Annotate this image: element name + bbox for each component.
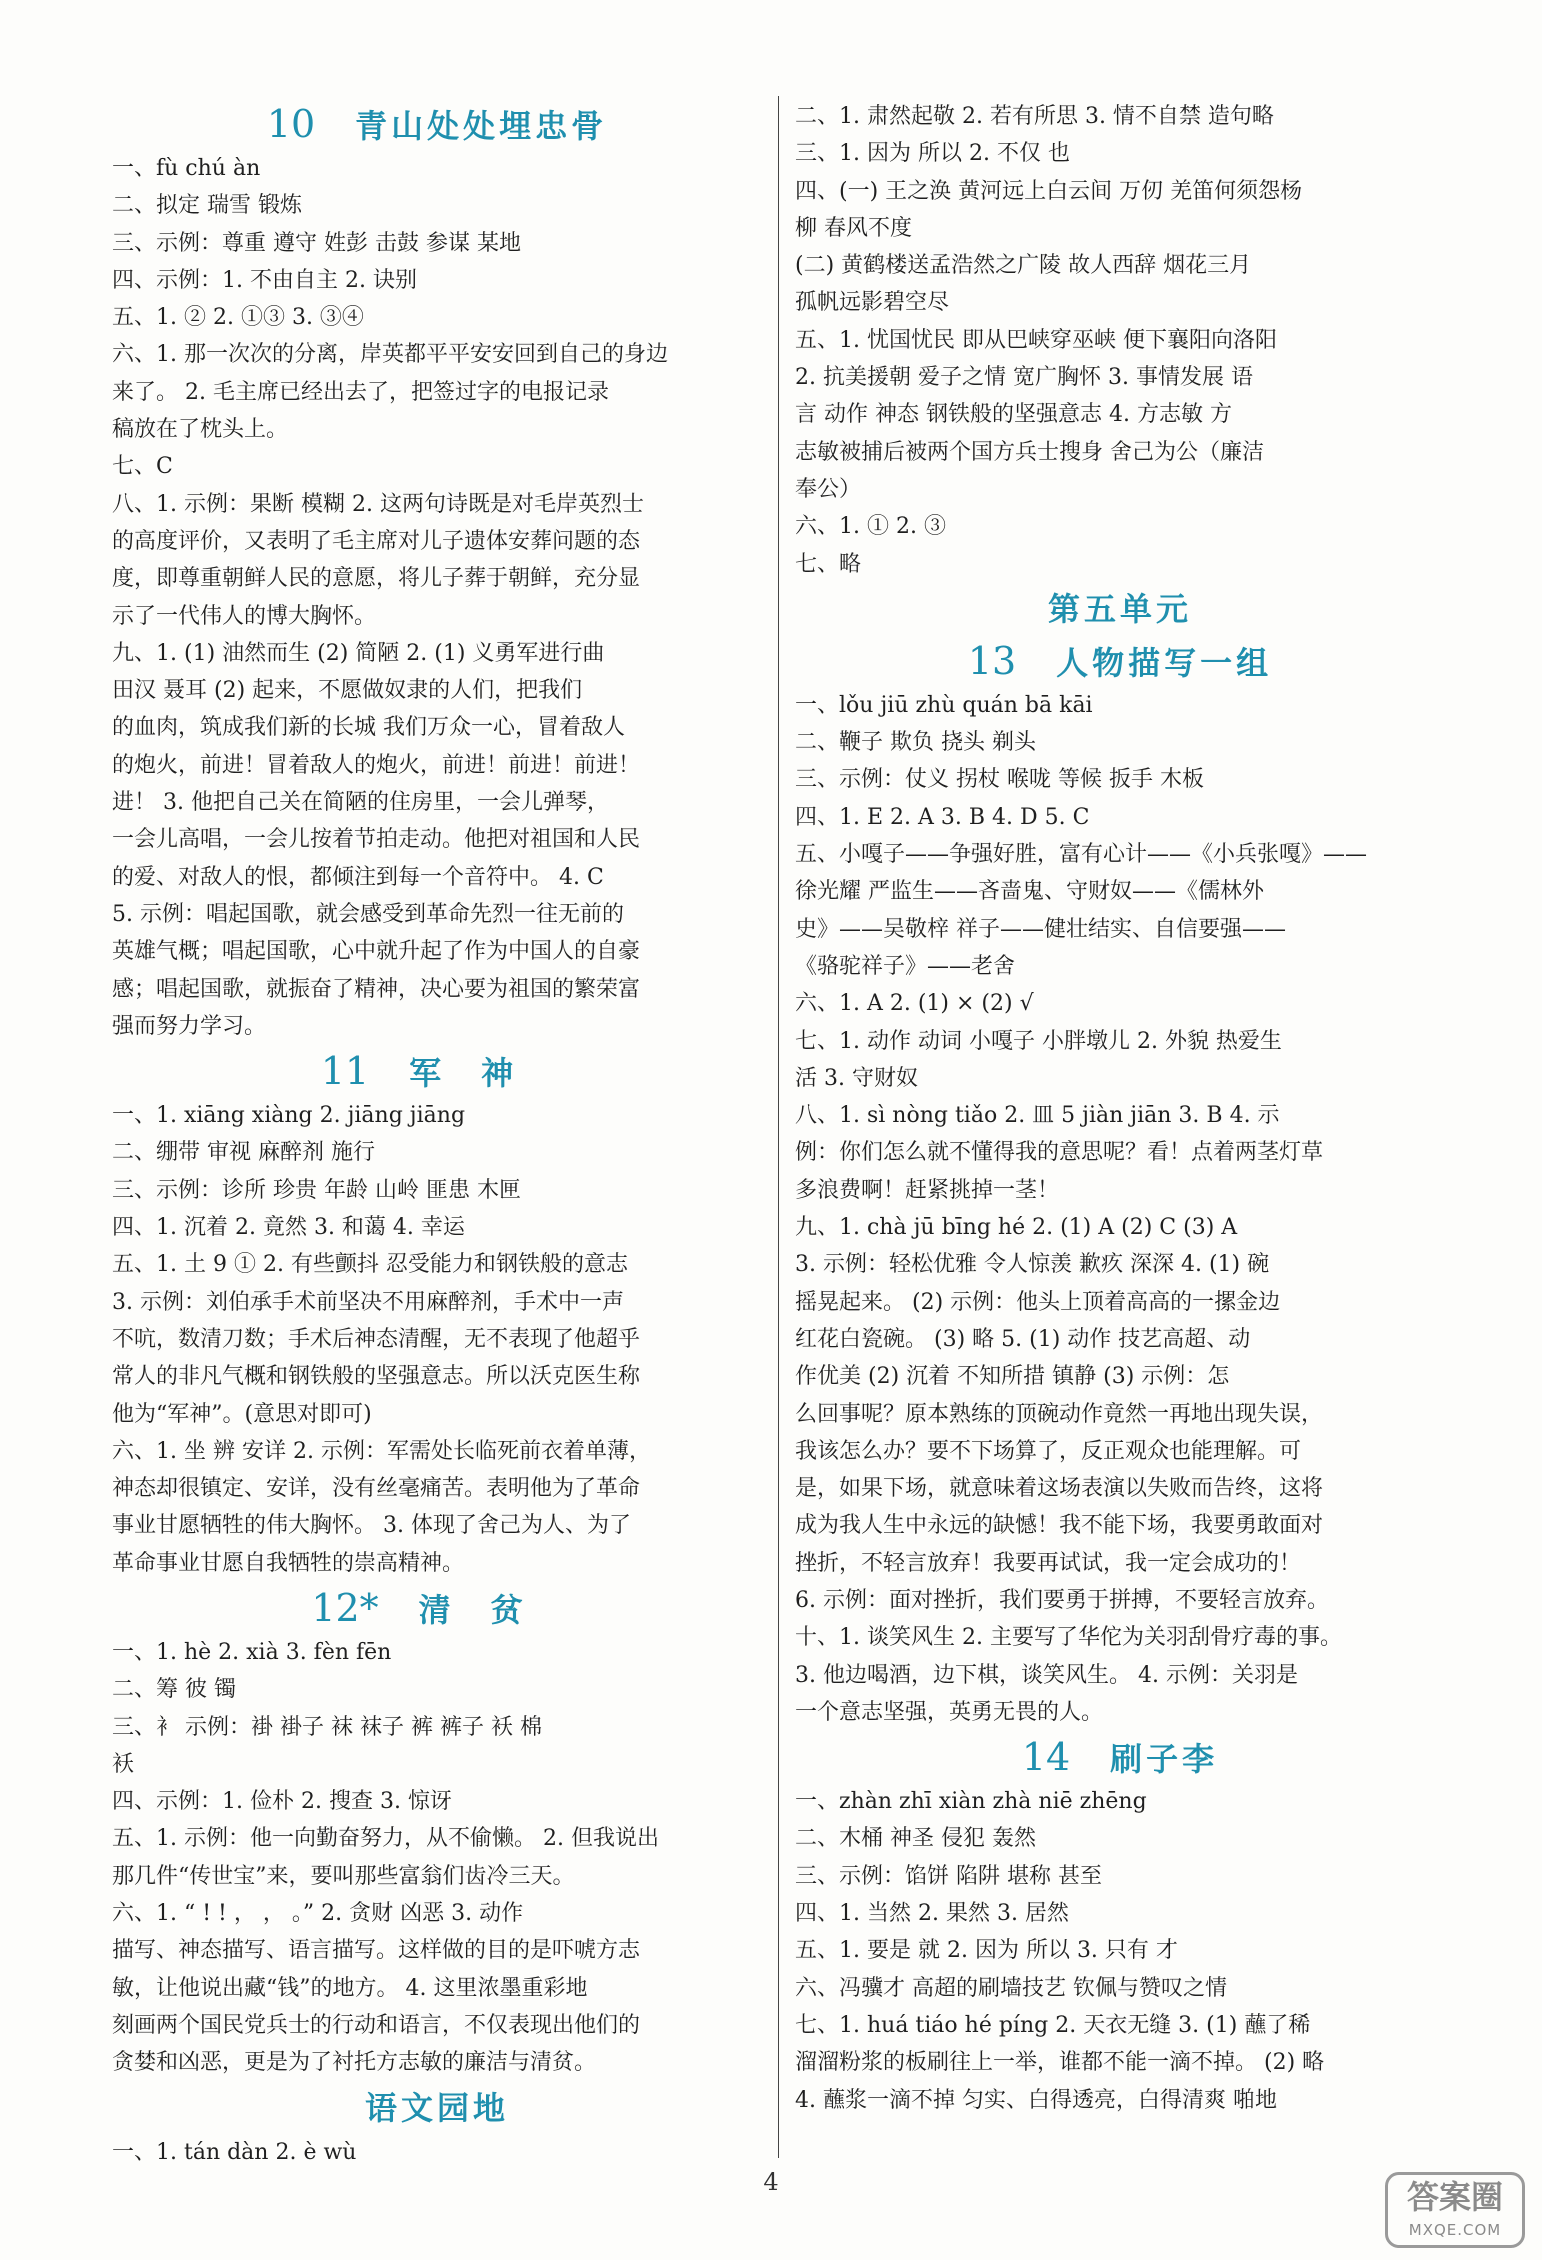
page-number: 4	[763, 2168, 779, 2196]
right-column	[795, 98, 1445, 2119]
section-number: 12*	[311, 1585, 379, 1630]
answer-line: 五、1. 土 9 ① 2. 有些颤抖 忍受能力和钢铁般的意志	[112, 1252, 628, 1278]
section-number: 10	[266, 102, 316, 146]
section-title: 刷子李	[1110, 1740, 1219, 1779]
answer-line: 五、小嘎子——争强好胜，富有心计——《小兵张嘎》——	[795, 842, 1368, 868]
answer-line: 八、1. 示例：果断 模糊 2. 这两句诗既是对毛岸英烈士	[112, 491, 644, 517]
answer-line: 三、1. 因为 所以 2. 不仅 也	[795, 141, 1070, 167]
column-divider	[778, 96, 779, 2158]
answer-line: 四、示例：1. 俭朴 2. 搜查 3. 惊讶	[112, 1789, 452, 1815]
answer-line: 二、筹 彼 镯	[112, 1677, 236, 1703]
answer-line: 十、1. 谈笑风生 2. 主要写了华佗为关羽刮骨疗毒的事。	[795, 1625, 1342, 1651]
answer-line: 二、绷带 审视 麻醉剂 施行	[112, 1140, 375, 1166]
answer-line: 示了一代伟人的博大胸怀。	[112, 603, 377, 629]
answer-line: 红花白瓷碗。 (3) 略 5. (1) 动作 技艺高超、动	[795, 1326, 1251, 1352]
answer-line: 一、1. xiāng xiàng 2. jiāng jiāng	[112, 1103, 466, 1129]
answer-line: 革命事业甘愿自我牺牲的崇高精神。	[112, 1550, 465, 1576]
answer-line: 六、1. 坐 辨 安详 2. 示例：军需处长临死前衣着单薄，	[112, 1438, 651, 1464]
answer-line: 2. 抗美援朝 爱子之情 宽广胸怀 3. 事情发展 语	[795, 365, 1253, 391]
answer-line: 奉公）	[795, 476, 862, 502]
section-heading	[112, 2082, 762, 2134]
answer-line: 敏，让他说出藏“钱”的地方。 4. 这里浓墨重彩地	[112, 1975, 588, 2001]
answer-line: 二、拟定 瑞雪 锻炼	[112, 193, 302, 219]
answer-line: 事业甘愿牺牲的伟大胸怀。 3. 体现了舍己为人、为了	[112, 1513, 631, 1539]
answer-line: 九、1. chà jū bīng hé 2. (1) A (2) C (3) A	[795, 1215, 1238, 1241]
answer-line: 度，即尊重朝鲜人民的意愿，将儿子葬于朝鲜，充分显	[112, 566, 641, 592]
answer-line: 三、示例：馅饼 陷阱 堪称 甚至	[795, 1863, 1102, 1889]
answer-line: 七、1. huá tiáo hé píng 2. 天衣无缝 3. (1) 蘸了稀	[795, 2012, 1311, 2038]
answer-line: 六、1. 那一次次的分离，岸英都平平安安回到自己的身边	[112, 342, 668, 368]
answer-line: 六、1. ① 2. ③	[795, 514, 946, 540]
answer-line: 来了。 2. 毛主席已经出去了，把签过字的电报记录	[112, 379, 609, 405]
answer-line: 九、1. (1) 油然而生 (2) 简陋 2. (1) 义勇军进行曲	[112, 640, 605, 666]
answer-line: 作优美 (2) 沉着 不知所措 镇静 (3) 示例：怎	[795, 1364, 1230, 1390]
answer-line: 常人的非凡气概和钢铁般的坚强意志。所以沃克医生称	[112, 1364, 641, 1390]
answer-line: 一、1. hè 2. xià 3. fèn fēn	[112, 1639, 392, 1665]
answer-line: 3. 示例：刘伯承手术前坚决不用麻醉剂，手术中一声	[112, 1289, 624, 1315]
answer-line: 活 3. 守财奴	[795, 1065, 918, 1091]
answer-line: 三、示例：诊所 珍贵 年龄 山岭 匪患 木匣	[112, 1177, 521, 1203]
section-title: 清贫	[418, 1590, 563, 1629]
answer-line: 4. 蘸浆一滴不掉 匀实、白得透亮，白得清爽 啪地	[795, 2087, 1277, 2113]
answer-line: 贪婪和凶恶，更是为了衬托方志敏的廉洁与清贫。	[112, 2050, 597, 2076]
answer-line: 七、C	[112, 454, 173, 480]
answer-line: 的高度评价，又表明了毛主席对儿子遗体安葬问题的态	[112, 528, 641, 554]
answer-line: 么回事呢？原本熟练的顶碗动作竟然一再地出现失误，	[795, 1401, 1324, 1427]
answer-line: 史》——吴敬梓 祥子——健壮结实、自信要强——	[795, 916, 1286, 942]
answer-line: 一、lǒu jiū zhù quán bā kāi	[795, 692, 1093, 718]
answer-line: 挫折，不轻言放弃！我要再试试，我一定会成功的！	[795, 1550, 1302, 1576]
answer-line: 多浪费啊！赶紧挑掉一茎！	[795, 1177, 1060, 1203]
answer-line: 二、鞭子 欺负 挠头 剃头	[795, 730, 1036, 756]
answer-line: 一、1. tán dàn 2. è wù	[112, 2139, 357, 2165]
answer-line: 六、1. A 2. (1) × (2) √	[795, 991, 1034, 1017]
answer-line: 3. 他边喝酒，边下棋，谈笑风生。 4. 示例：关羽是	[795, 1662, 1298, 1688]
answer-line: 四、示例：1. 不由自主 2. 诀别	[112, 267, 417, 293]
answer-line: 一个意志坚强，英勇无畏的人。	[795, 1699, 1104, 1725]
section-heading	[795, 583, 1445, 635]
answer-line: 刻画两个国民党兵士的行动和语言，不仅表现出他们的	[112, 2012, 641, 2038]
answer-line: 志敏被捕后被两个国方兵士搜身 舍己为公（廉洁	[795, 439, 1264, 465]
section-heading	[112, 98, 762, 150]
answer-line: 6. 示例：面对挫折，我们要勇于拼搏，不要轻言放弃。	[795, 1587, 1329, 1613]
answer-line: 那几件“传世宝”来，要叫那些富翁们齿冷三天。	[112, 1863, 575, 1889]
answer-line: 的炮火，前进！冒着敌人的炮火，前进！前进！前进！	[112, 752, 641, 778]
answer-line: 柳 春风不度	[795, 215, 912, 241]
answer-line: 四、(一) 王之涣 黄河远上白云间 万仞 羌笛何须怨杨	[795, 178, 1303, 204]
answer-line: 摇晃起来。 (2) 示例：他头上顶着高高的一摞金边	[795, 1289, 1281, 1315]
answer-line: 神态却很镇定、安详，没有丝毫痛苦。表明他为了革命	[112, 1476, 641, 1502]
answer-line: 溜溜粉浆的板刷往上一举，谁都不能一滴不掉。 (2) 略	[795, 2050, 1325, 2076]
section-title: 人物描写一组	[1056, 643, 1273, 682]
answer-line: 进！ 3. 他把自己关在简陋的住房里，一会儿弹琴，	[112, 790, 609, 816]
answer-line: 八、1. sì nòng tiǎo 2. 皿 5 jiàn jiān 3. B 4. 示	[795, 1103, 1280, 1129]
watermark-logo	[1385, 2172, 1525, 2248]
answer-line: 描写、神态描写、语言描写。这样做的目的是吓唬方志	[112, 1938, 641, 1964]
answer-line: 七、略	[795, 551, 862, 577]
answer-line: 一、zhàn zhī xiàn zhà niē zhēng	[795, 1789, 1147, 1815]
answer-line: 五、1. 要是 就 2. 因为 所以 3. 只有 才	[795, 1938, 1178, 1964]
answer-line: 三、示例：仗义 拐杖 喉咙 等候 扳手 木板	[795, 767, 1204, 793]
section-number: 11	[320, 1049, 370, 1094]
watermark-url: MXQE.COM	[1408, 2221, 1502, 2239]
answer-line: 三、衤 示例：褂 褂子 袜 袜子 裤 裤子 袄 棉	[112, 1714, 542, 1740]
section-heading	[112, 1582, 762, 1634]
answer-line: (二) 黄鹤楼送孟浩然之广陵 故人西辞 烟花三月	[795, 253, 1252, 279]
answer-line: 例：你们怎么就不懂得我的意思呢？看！点着两茎灯草	[795, 1140, 1324, 1166]
answer-line: 三、示例：尊重 遵守 姓彭 击鼓 参谋 某地	[112, 230, 521, 256]
answer-line: 七、1. 动作 动词 小嘎子 小胖墩儿 2. 外貌 热爱生	[795, 1028, 1282, 1054]
answer-line: 六、冯骥才 高超的刷墙技艺 钦佩与赞叹之情	[795, 1975, 1227, 2001]
answer-line: 强而努力学习。	[112, 1013, 267, 1039]
answer-line: 五、1. ② 2. ①③ 3. ③④	[112, 305, 364, 331]
answer-line: 田汉 聂耳 (2) 起来，不愿做奴隶的人们，把我们	[112, 678, 583, 704]
answer-line: 孤帆远影碧空尽	[795, 290, 950, 316]
answer-line: 徐光耀 严监生——吝啬鬼、守财奴——《儒林外	[795, 879, 1264, 905]
section-title: 语文园地	[364, 2088, 509, 2127]
section-title: 青山处处埋忠骨	[355, 107, 608, 145]
answer-line: 他为“军神”。(意思对即可)	[112, 1401, 372, 1427]
answer-line: 五、1. 示例：他一向勤奋努力，从不偷懒。 2. 但我说出	[112, 1826, 659, 1852]
section-title: 第五单元	[1047, 589, 1192, 628]
answer-line: 感；唱起国歌，就振奋了精神，决心要为祖国的繁荣富	[112, 976, 641, 1002]
answer-line: 不吭，数清刀数；手术后神态清醒，无不表现了他超乎	[112, 1326, 641, 1352]
watermark-main: 答案圈	[1406, 2178, 1503, 2216]
section-title: 军神	[409, 1054, 554, 1093]
answer-line: 稿放在了枕头上。	[112, 417, 289, 443]
section-heading	[795, 1731, 1445, 1783]
answer-line: 一会儿高唱，一会儿按着节拍走动。他把对祖国和人民	[112, 827, 641, 853]
answer-line: 3. 示例：轻松优雅 令人惊羡 歉疚 深深 4. (1) 碗	[795, 1252, 1270, 1278]
answer-line: 四、1. 沉着 2. 竟然 3. 和蔼 4. 幸运	[112, 1215, 465, 1241]
section-heading	[795, 635, 1445, 687]
answer-line: 四、1. E 2. A 3. B 4. D 5. C	[795, 804, 1090, 830]
answer-line: 成为我人生中永远的缺憾！我不能下场，我要勇敢面对	[795, 1513, 1324, 1539]
answer-line: 六、1. “ ! ! ， ， 。” 2. 贪财 凶恶 3. 动作	[112, 1901, 524, 1927]
answer-line: 袄	[112, 1751, 135, 1777]
answer-line: 四、1. 当然 2. 果然 3. 居然	[795, 1901, 1069, 1927]
answer-line: 五、1. 忧国忧民 即从巴峡穿巫峡 便下襄阳向洛阳	[795, 327, 1277, 353]
left-column	[112, 98, 762, 2171]
answer-line: 一、fù chú àn	[112, 156, 261, 181]
answer-line: 5. 示例：唱起国歌，就会感受到革命先烈一往无前的	[112, 901, 624, 927]
answer-line: 的血肉，筑成我们新的长城 我们万众一心，冒着敌人	[112, 715, 625, 741]
section-heading	[112, 1045, 762, 1097]
section-number: 14	[1021, 1735, 1071, 1780]
answer-line: 二、木桶 神圣 侵犯 轰然	[795, 1826, 1036, 1852]
answer-line: 是，如果下场，就意味着这场表演以失败而告终，这将	[795, 1476, 1324, 1502]
answer-line: 二、1. 肃然起敬 2. 若有所思 3. 情不自禁 造句略	[795, 104, 1274, 129]
answer-line: 《骆驼祥子》——老舍	[795, 953, 1016, 979]
answer-line: 我该怎么办？要不下场算了，反正观众也能理解。可	[795, 1438, 1302, 1464]
answer-line: 英雄气概；唱起国歌，心中就升起了作为中国人的自豪	[112, 939, 641, 965]
section-number: 13	[967, 638, 1017, 683]
answer-line: 言 动作 神态 钢铁般的坚强意志 4. 方志敏 方	[795, 402, 1232, 428]
answer-line: 的爱、对敌人的恨，都倾注到每一个音符中。 4. C	[112, 864, 604, 890]
